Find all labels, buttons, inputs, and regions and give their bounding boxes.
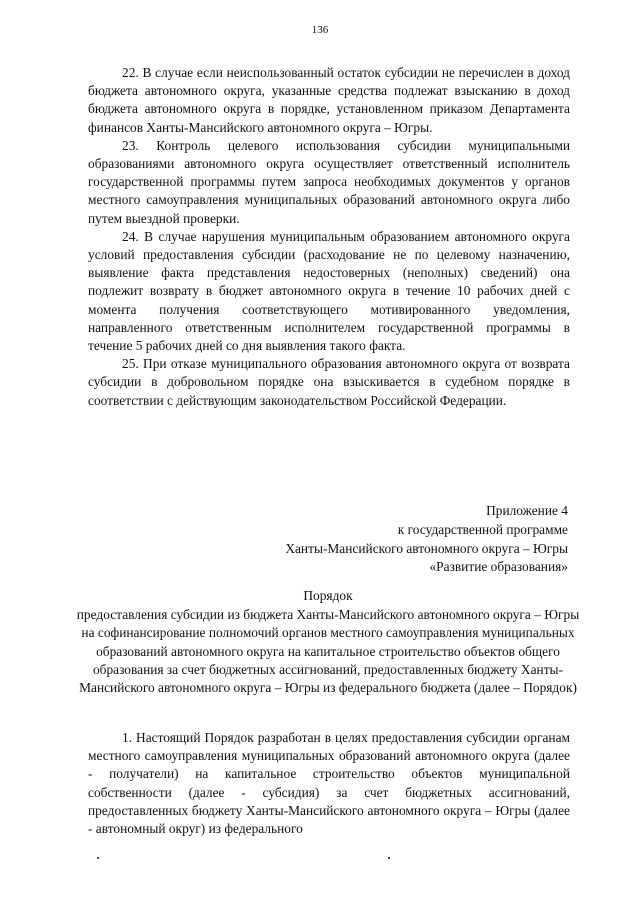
appendix-header [168, 502, 568, 577]
scan-dot [97, 857, 99, 859]
body-text-bottom [88, 729, 570, 838]
appendix-line: Ханты-Мансийского автономного округа – Югры [285, 540, 568, 556]
scan-dot [388, 857, 390, 859]
page-number: 136 [311, 24, 329, 36]
title-text: предоставления субсидии из бюджета Ханты-Мансийского автономного округа – Югры на софинансирование полномочий органов местного самоуправления муниципальных образований автономного округа на капитальное строительство объектов общего образования за счет бюджетных ассигнований, предоставленных бюджету Ханты-Мансийского автономного округа – Югры из федерального бюджета (далее – Порядок) [76, 607, 580, 696]
paragraph-24: 24. В случае нарушения муниципальным образованием автономного округа условий предоставления субсидии (расходование не по целевому назначению, выявление факта представления недостоверных (неполных) сведений) она подлежит возврату в бюджет автономного округа в течение 10 рабочих дней с момента получения соответствующего мотивированного уведомления, направленного ответственным исполнителем государственной программы в течение 5 рабочих дней со дня выявления такого факта. [88, 228, 570, 354]
paragraph-23: 23. Контроль целевого использования субсидии муниципальными образованиями автономного округа осуществляет ответственный исполнитель государственной программы путем запроса необходимых документов у органов местного самоуправления муниципальных образований автономного округа либо путем выездной проверки. [88, 137, 570, 226]
title-heading: Порядок [303, 588, 353, 603]
paragraph-22: 22. В случае если неиспользованный остаток субсидии не перечислен в доход бюджета автономного округа, указанные средства подлежат взысканию в доход бюджета автономного округа в порядке, установленном приказом Департамента финансов Ханты-Мансийского автономного округа – Югры. [88, 65, 570, 135]
document-title [76, 587, 580, 697]
appendix-line: к государственной программе [397, 521, 568, 537]
body-text-top [88, 64, 570, 410]
appendix-line: «Развитие образования» [429, 559, 568, 575]
paragraph-1: 1. Настоящий Порядок разработан в целях предоставления субсидии органам местного самоуправления муниципальных образований автономного округа (далее - получатели) на капитальное строительство объектов муниципальной собственности (далее - субсидия) за счет бюджетных ассигнований, предоставленных бюджету Ханты-Мансийского автономного округа – Югры (далее - автономный округ) из федерального [88, 730, 570, 837]
paragraph-25: 25. При отказе муниципального образования автономного округа от возврата субсидии в добровольном порядке она взыскивается в судебном порядке в соответствии с действующим законодательством Российской Федерации. [88, 356, 570, 408]
appendix-line: Приложение 4 [486, 503, 568, 518]
